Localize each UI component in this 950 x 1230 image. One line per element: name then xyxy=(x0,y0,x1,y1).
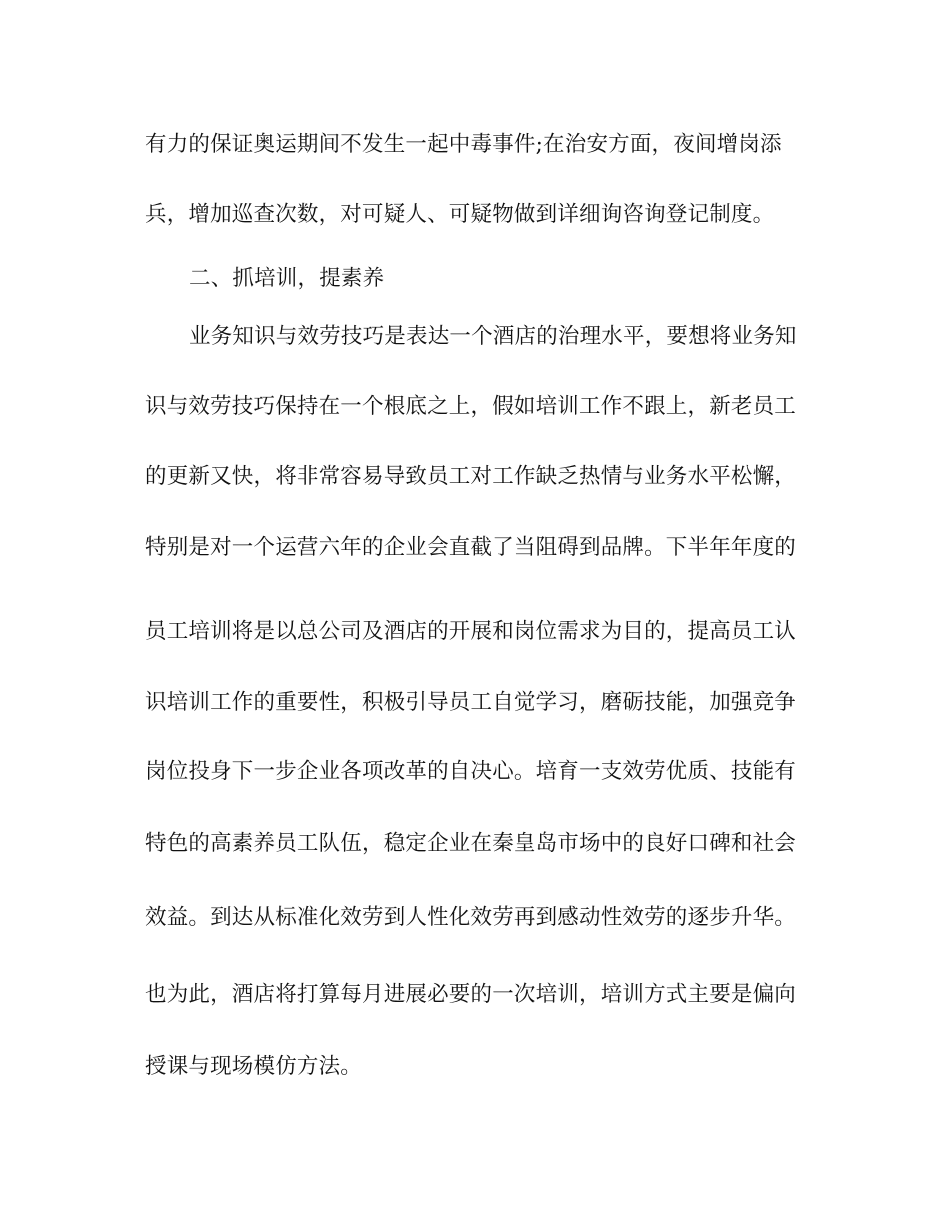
paragraph-line: 识与效劳技巧保持在一个根底之上，假如培训工作不跟上，新老员工 xyxy=(145,394,797,419)
paragraph-line: 业务知识与效劳技巧是表达一个酒店的治理水平，要想将业务知 xyxy=(189,324,797,349)
paragraph-line: 员工培训将是以总公司及酒店的开展和岗位需求为目的，提高员工认 xyxy=(145,619,797,644)
paragraph-line: 效益。到达从标准化效劳到人性化效劳再到感动性效劳的逐步升华。 xyxy=(145,905,797,930)
paragraph-line: 的更新又快，将非常容易导致员工对工作缺乏热情与业务水平松懈， xyxy=(145,464,797,489)
paragraph-line: 授课与现场模仿方法。 xyxy=(145,1054,363,1079)
paragraph-line: 有力的保证奥运期间不发生一起中毒事件;在治安方面，夜间增岗添 xyxy=(145,132,782,157)
paragraph-line: 岗位投身下一步企业各项改革的自决心。培育一支效劳优质、技能有 xyxy=(145,759,797,784)
paragraph-line: 特别是对一个运营六年的企业会直截了当阻碍到品牌。下半年年度的 xyxy=(145,535,797,560)
section-heading: 二、抓培训，提素养 xyxy=(189,266,385,291)
paragraph-line: 特色的高素养员工队伍，稳定企业在秦皇岛市场中的良好口碑和社会 xyxy=(145,831,797,856)
paragraph-line: 兵，增加巡查次数，对可疑人、可疑物做到详细询咨询登记制度。 xyxy=(145,202,775,227)
paragraph-line: 也为此，酒店将打算每月进展必要的一次培训，培训方式主要是偏向 xyxy=(145,982,797,1007)
paragraph-line: 识培训工作的重要性，积极引导员工自觉学习，磨砺技能，加强竞争 xyxy=(145,690,797,715)
